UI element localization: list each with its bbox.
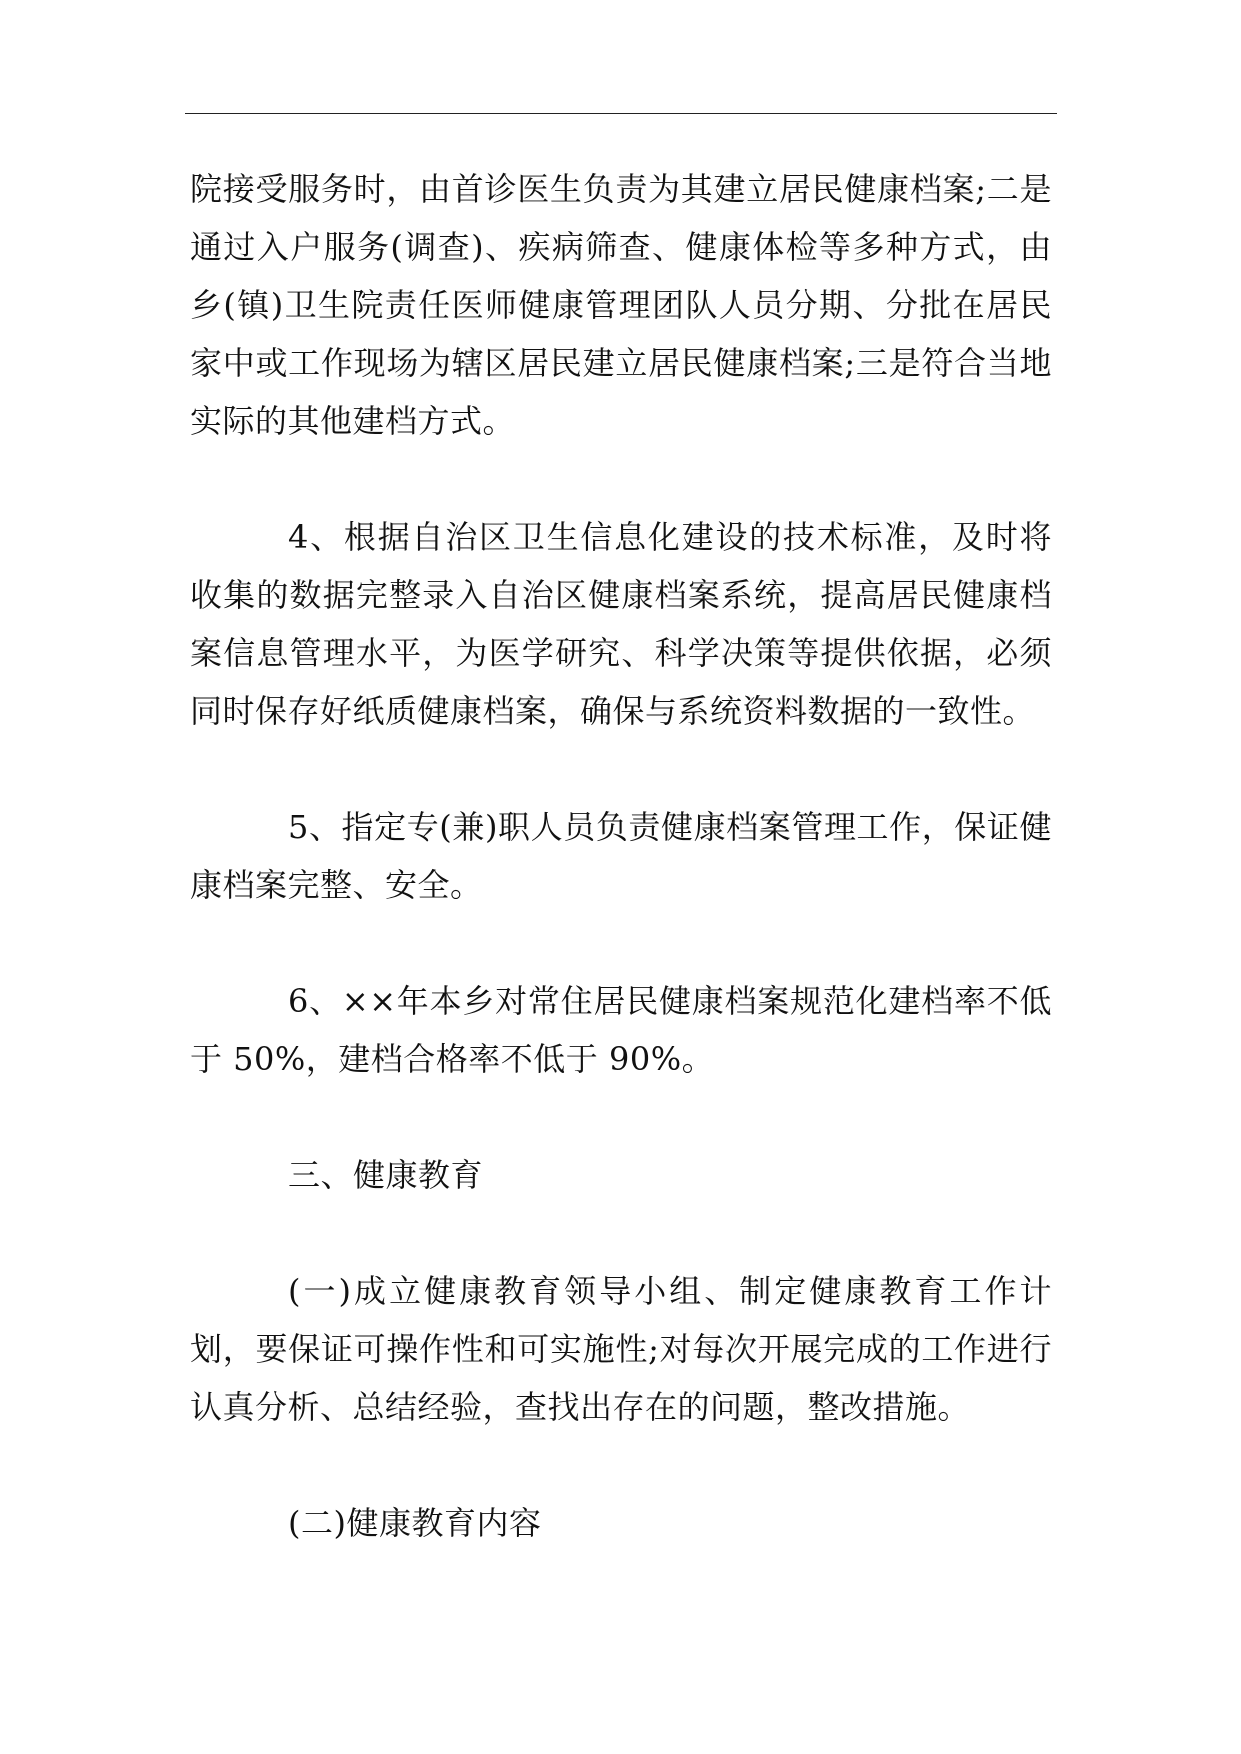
document-body (190, 160, 1052, 1552)
paragraph-continuation: 院接受服务时，由首诊医生负责为其建立居民健康档案;二是通过入户服务(调查)、疾病筛查、健康体检等多种方式，由乡(镇)卫生院责任医师健康管理团队人员分期、分批在居民家中或工作现场为辖区居民建立居民健康档案;三是符合当地实际的其他建档方式。 (190, 170, 1052, 440)
section-heading-health-education: 三、健康教育 (288, 1156, 484, 1194)
paragraph-item-4: 4、根据自治区卫生信息化建设的技术标准，及时将收集的数据完整录入自治区健康档案系统，提高居民健康档案信息管理水平，为医学研究、科学决策等提供依据，必须同时保存好纸质健康档案，确保与系统资料数据的一致性。 (190, 518, 1052, 730)
paragraph-item-5: 5、指定专(兼)职人员负责健康档案管理工作，保证健康档案完整、安全。 (190, 808, 1052, 904)
paragraph-item-6: 6、××年本乡对常住居民健康档案规范化建档率不低于 50%，建档合格率不低于 90%。 (190, 982, 1052, 1078)
header-rule (185, 113, 1057, 114)
paragraph-subsection-2: (二)健康教育内容 (288, 1504, 542, 1542)
paragraph-subsection-1: (一)成立健康教育领导小组、制定健康教育工作计划，要保证可操作性和可实施性;对每次开展完成的工作进行认真分析、总结经验，查找出存在的问题，整改措施。 (190, 1272, 1052, 1426)
